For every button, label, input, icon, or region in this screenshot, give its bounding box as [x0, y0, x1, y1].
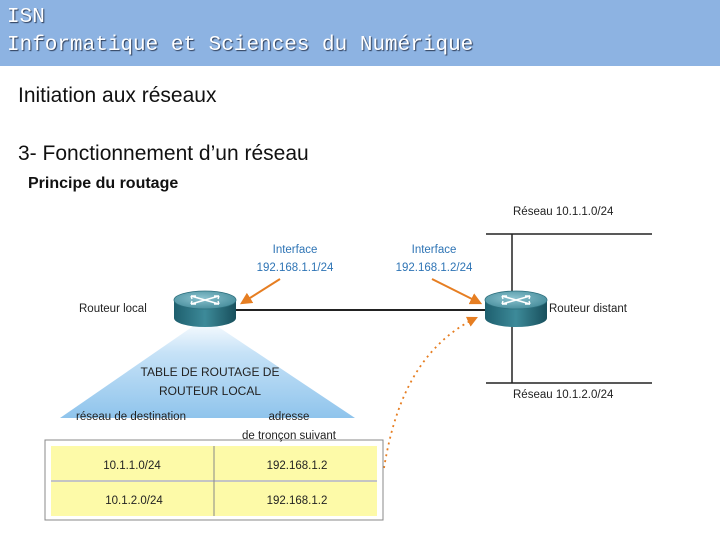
column-header-destination: réseau de destination [76, 411, 186, 423]
remote-router-icon [485, 291, 547, 327]
routing-table-title-line2: ROUTEUR LOCAL [158, 384, 262, 398]
course-title: Informatique et Sciences du Numérique [7, 34, 474, 57]
remote-router-label: Routeur distant [549, 303, 627, 315]
network-top-label: Réseau 10.1.1.0/24 [513, 206, 614, 218]
interface-left-arrow [242, 279, 280, 303]
row1-next-hop: 192.168.1.2 [266, 460, 328, 472]
interface-right-arrow [432, 279, 480, 303]
network-bottom-label: Réseau 10.1.2.0/24 [513, 389, 614, 401]
interface-left-ip: 192.168.1.1/24 [256, 262, 334, 274]
section-title: 3- Fonctionnement d’un réseau [18, 142, 309, 165]
subtitle: Initiation aux réseaux [18, 84, 217, 107]
interface-left-label: Interface [272, 244, 318, 256]
local-router-label: Routeur local [79, 303, 147, 315]
routing-table-title-line1: TABLE DE ROUTAGE DE [140, 365, 280, 379]
column-header-next-hop-line2: de tronçon suivant [242, 430, 336, 442]
course-acronym: ISN [7, 6, 45, 29]
forwarding-dotted-arrow [384, 318, 476, 468]
topic-title: Principe du routage [28, 175, 179, 192]
row1-destination: 10.1.1.0/24 [103, 460, 161, 472]
row2-destination: 10.1.2.0/24 [105, 495, 163, 507]
interface-right-ip: 192.168.1.2/24 [395, 262, 473, 274]
column-header-next-hop-line1: adresse [268, 411, 310, 423]
interface-right-label: Interface [411, 244, 457, 256]
row2-next-hop: 192.168.1.2 [266, 495, 328, 507]
local-router-icon [174, 291, 236, 327]
